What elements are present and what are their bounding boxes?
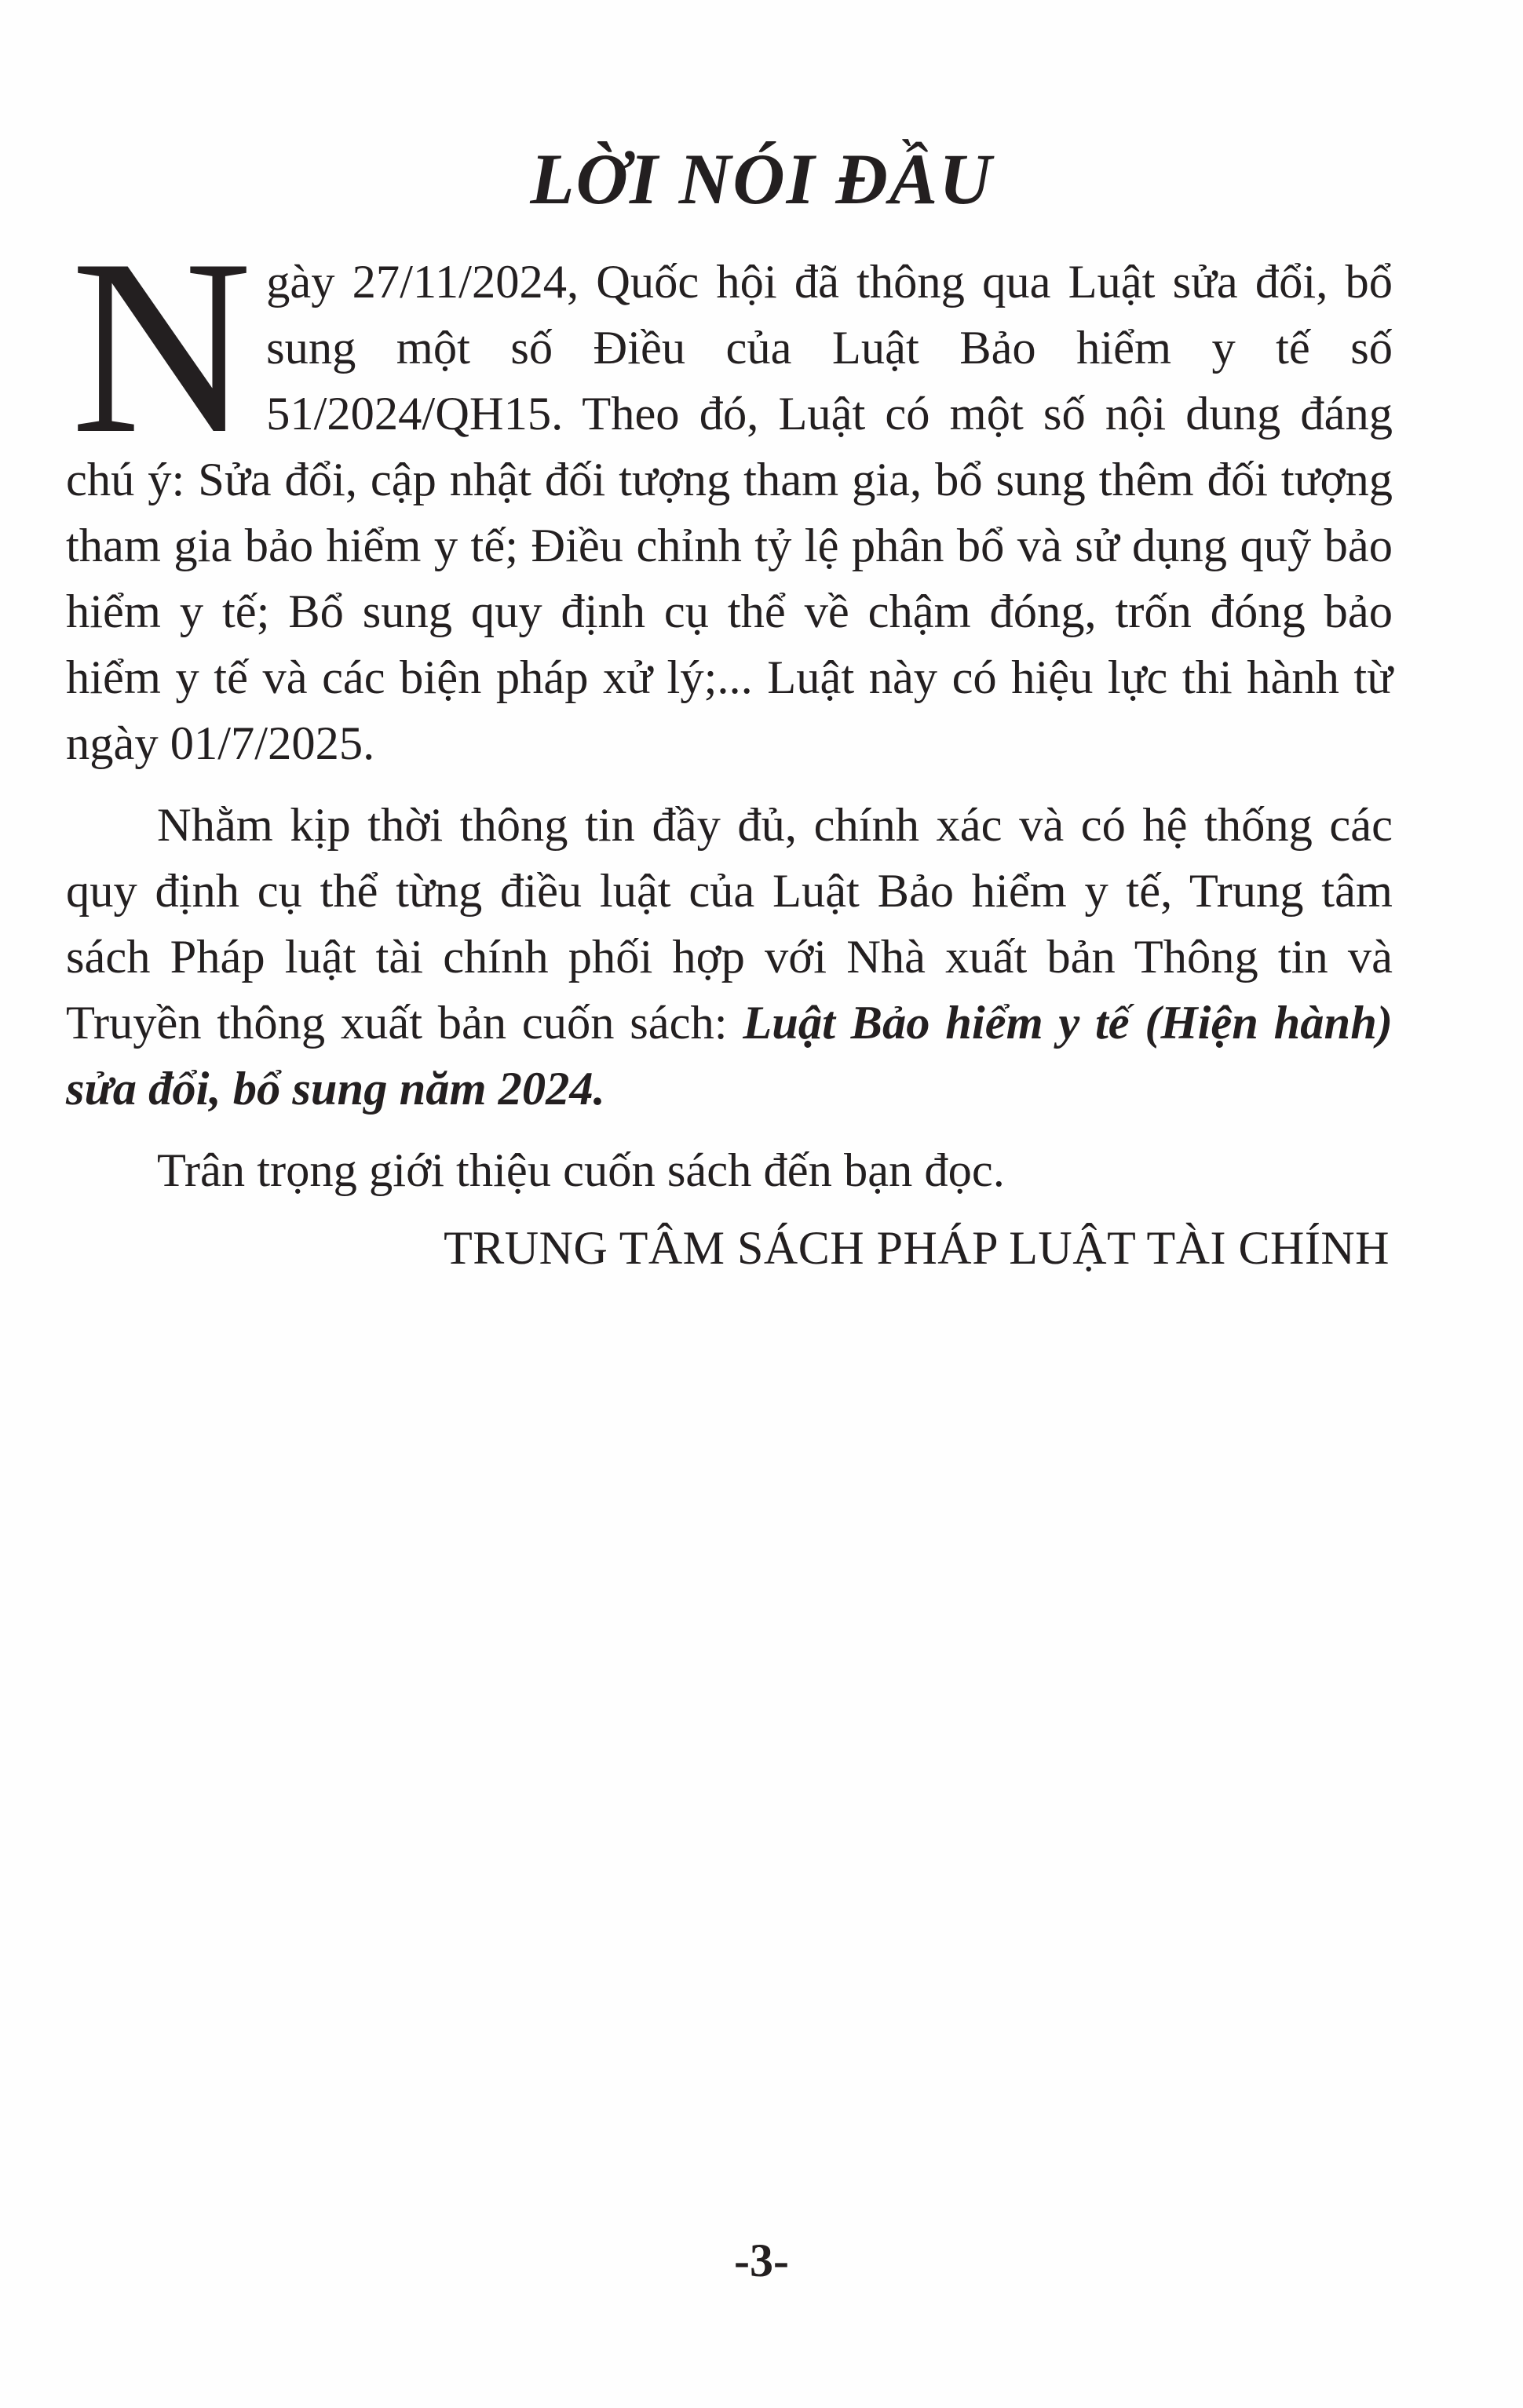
preface-body	[66, 208, 1393, 1281]
drop-cap: N	[71, 208, 253, 486]
paragraph-intro-text: gày 27/11/2024, Quốc hội đã thông qua Luật sửa đổi, bổ sung một số Điều của Luật Bảo hiểm y tế số 51/2024/QH15. Theo đó, Luật có một số nội dung đáng chú ý: Sửa đổi, cập nhật đối tượng tham gia, bổ sung thêm đối tượng tham gia bảo hiểm y tế; Điều chỉnh tỷ lệ phân bổ và sử dụng quỹ bảo hiểm y tế; Bổ sung quy định cụ thể về chậm đóng, trốn đóng bảo hiểm y tế và các biện pháp xử lý;... Luật này có hiệu lực thi hành từ ngày 01/7/2025.	[66, 256, 1393, 770]
publisher-signature: TRUNG TÂM SÁCH PHÁP LUẬT TÀI CHÍNH	[444, 1222, 1390, 1274]
paragraph-intro	[66, 208, 1393, 777]
paragraph-closing	[66, 1138, 1393, 1204]
paragraph-purpose-text: Nhằm kịp thời thông tin đầy đủ, chính xác và có hệ thống các quy định cụ thể từng điều luật của Luật Bảo hiểm y tế, Trung tâm sách Pháp luật tài chính phối hợp với Nhà xuất bản Thông tin và Truyền thông xuất bản cuốn sách:	[66, 799, 1393, 1049]
page-title: LỜI NÓI ĐẦU	[530, 138, 993, 219]
paragraph-purpose	[66, 793, 1393, 1122]
paragraph-closing-text: Trân trọng giới thiệu cuốn sách đến bạn đọc.	[157, 1144, 1005, 1197]
page-number: -3-	[734, 2235, 789, 2286]
book-title: Luật Bảo hiểm y tế (Hiện hành) sửa đổi, bổ sung năm 2024.	[66, 997, 1393, 1115]
